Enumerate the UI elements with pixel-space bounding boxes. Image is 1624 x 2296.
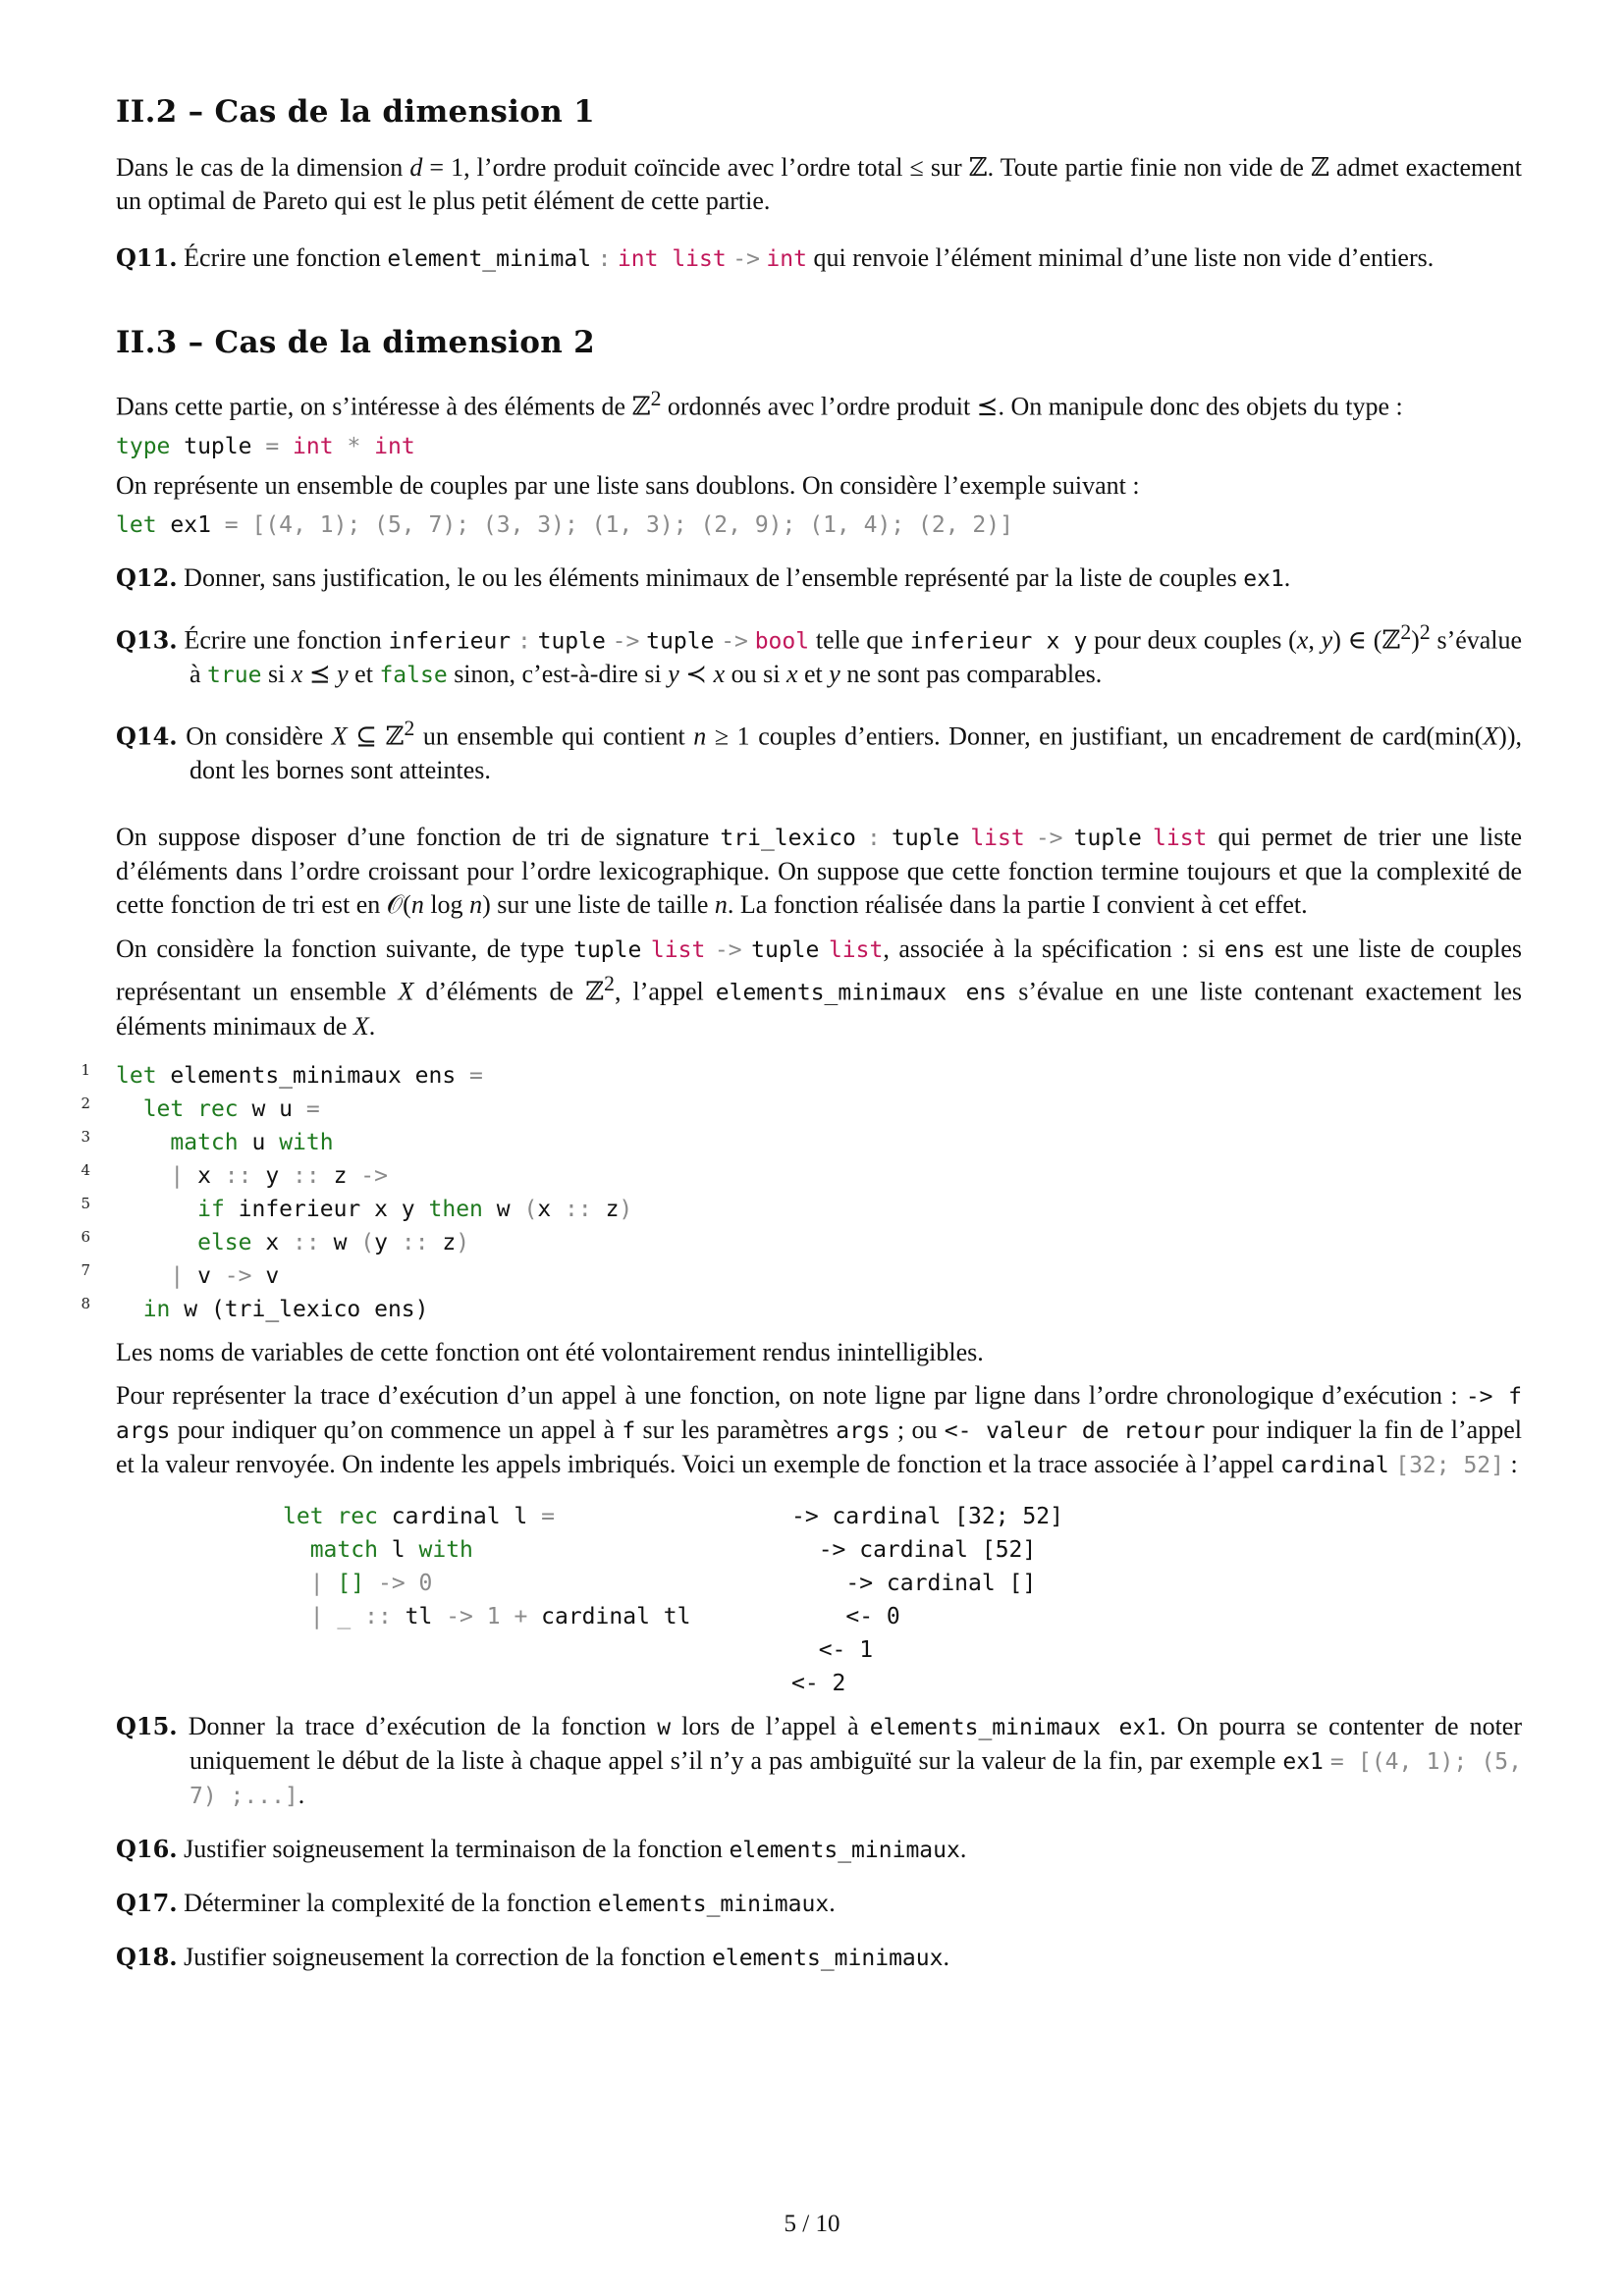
question-q17: Q17. Déterminer la complexité de la fonction elements_minimaux. xyxy=(116,1888,836,1917)
page-number: 5 / 10 xyxy=(784,2211,840,2237)
section-title-dimension-1: II.2 – Cas de la dimension 1 xyxy=(116,94,596,130)
question-q15: Q15. Donner la trace d’exécution de la fonction w lors de l’appel à elements_minimaux ex1. On pourra se contenter de noter uniquement le début de la liste à chaque appel s’il n’y a pas ambiguïté sur la valeur de la fin, par exemple ex1 = [(4, 1); (5, 7) ;...]. xyxy=(116,1711,1522,1809)
question-q13: Q13. Écrire une fonction inferieur : tuple -> tuple -> bool telle que inferieur x y pour deux couples (x, y) ∈ (ℤ$^2$)$^2$ s’évalue à true si x ⪯ y et false sinon, c’est-à-dire si y ≺ x ou si x et y ne sont pas comparables. xyxy=(116,619,1523,689)
document-page xyxy=(81,94,1523,1975)
question-q11: Q11. Écrire une fonction element_minimal : int list -> int qui renvoie l’élément minimal d’une liste non vide d’entiers. xyxy=(116,243,1435,272)
section-title-dimension-2: II.3 – Cas de la dimension 2 xyxy=(116,325,596,360)
type-declaration: type tuple = int * int xyxy=(116,433,415,459)
paragraph-dimension-2: Dans cette partie, on s’intéresse à des éléments de ℤ$^2$ ordonnés avec l’ordre produit ⪯. On manipule donc des objets du type : xyxy=(116,387,1403,421)
question-q18: Q18. Justifier soigneusement la correction de la fonction elements_minimaux. xyxy=(116,1942,949,1971)
ex1-definition: let ex1 = [(4, 1); (5, 7); (3, 3); (1, 3); (2, 9); (1, 4); (2, 2)] xyxy=(116,511,1013,538)
cardinal-trace: -> cardinal [32; 52] -> cardinal [52] -> cardinal [] <- 0 <- 1 <- 2 xyxy=(791,1503,1063,1696)
cardinal-code: let rec cardinal l = match l with | [] -> 0 | _ :: tl -> 1 + cardinal tl xyxy=(283,1503,691,1629)
question-q12: Q12. Donner, sans justification, le ou les éléments minimaux de l’ensemble représenté par la liste de couples ex1. xyxy=(116,562,1291,592)
paragraph-trace: Pour représenter la trace d’exécution d’un appel à une fonction, on note ligne par ligne dans l’ordre chronologique d’exécution : -> f args pour indiquer qu’on commence un appel à f sur les paramètres args ; ou <- valeur de retour pour indiquer la fin de l’appel et la valeur renvoyée. On indente les appels imbriqués. Voici un exemple de fonction et la trace associée à l’appel cardinal [32; 52] : xyxy=(116,1380,1522,1478)
paragraph-ensemble: On représente un ensemble de couples par une liste sans doublons. On considère l’exemple suivant : xyxy=(116,470,1140,500)
example-cardinal xyxy=(116,1500,1522,1706)
paragraph-dimension-1: Dans le cas de la dimension d = 1, l’ordre produit coïncide avec l’ordre total ≤ sur ℤ. Toute partie finie non vide de ℤ admet exactement un optimal de Pareto qui est le plus petit élément de cette partie. xyxy=(116,153,1522,215)
question-q14: Q14. On considère X ⊆ ℤ$^2$ un ensemble qui contient n ≥ 1 couples d’entiers. Donner, en justifiant, un encadrement de card(min(X)), dont les bornes sont atteintes. xyxy=(116,717,1522,784)
paragraph-noms-variables: Les noms de variables de cette fonction ont été volontairement rendus inintelligibles. xyxy=(116,1337,984,1366)
paragraph-tri-lexico: On suppose disposer d’une fonction de tri de signature tri_lexico : tuple list -> tuple list qui permet de trier une liste d’éléments dans l’ordre croissant pour l’ordre lexicographique. On suppose que cette fonction termine toujours et que la complexité de cette fonction de tri est en 𝒪(n log n) sur une liste de taille n. La fonction réalisée dans la partie I convient à cet effet. xyxy=(116,822,1523,919)
question-q16: Q16. Justifier soigneusement la terminaison de la fonction elements_minimaux. xyxy=(116,1834,967,1863)
paragraph-fonction-suivante: On considère la fonction suivante, de type tuple list -> tuple list, associée à la spécification : si ens est une liste de couples représentant un ensemble X d’éléments de ℤ$^2$, l’appel elements_minimaux ens s’évalue en une liste contenant exactement les éléments minimaux de X. xyxy=(116,934,1523,1041)
code-listing-elements-minimaux: 1 2 3 4 5 6 7 8 let elements_minimaux ens = let rec w u = match u with | x :: y :: z -> if inferieur x y then w (x :: z) else x :: w (y :: z) | v -> v in w (tri_lexico ens) xyxy=(81,1060,633,1322)
